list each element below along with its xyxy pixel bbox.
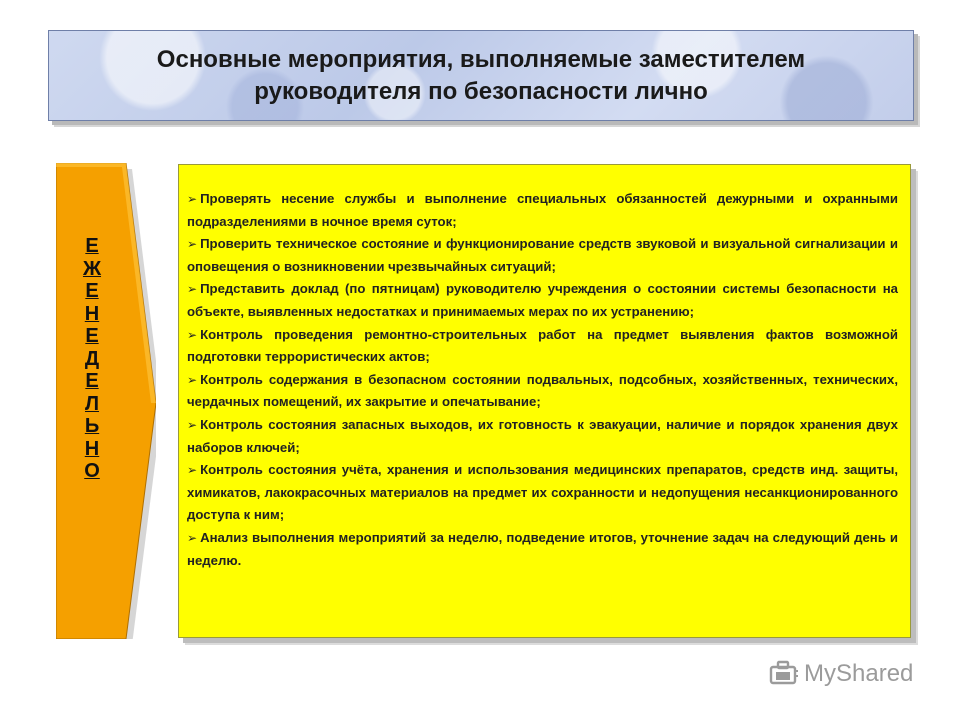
list-item [187, 188, 898, 233]
arrow-bullet-icon: ➢ [187, 237, 198, 252]
side-letter: Е [85, 370, 99, 392]
list-item [187, 414, 898, 459]
list-item-text: Контроль состояния учёта, хранения и использования медицинских препаратов, средств инд. защиты, химикатов, лакокрасочных материалов на предмет их сохранности и недопущения несанкционированного доступа к ним; [187, 462, 898, 523]
list-item [187, 459, 898, 527]
weekly-arrow-label [56, 163, 156, 639]
list-item-text: Проверить техническое состояние и функционирование средств звуковой и визуальной сигнализации и оповещения о возникновении чрезвычайных ситуаций; [187, 236, 898, 274]
arrow-bullet-icon: ➢ [187, 192, 198, 206]
list-item-text: Контроль содержания в безопасном состоянии подвальных, подсобных, хозяйственных, технических, чердачных помещений, их закрытие и опечатывание; [187, 371, 898, 410]
title-box [48, 30, 914, 121]
page-title: Основные мероприятия, выполняемые заместителем руководителя по безопасности лично [156, 45, 806, 105]
list-item [187, 278, 898, 323]
side-letter: Е [85, 235, 99, 257]
list-item [187, 324, 898, 369]
list-item-text: Контроль проведения ремонтно-строительных работ на предмет выявления фактов возможной подготовки террористических актов; [187, 326, 898, 365]
arrow-bullet-icon: ➢ [187, 417, 198, 432]
side-letter: Н [84, 302, 100, 325]
side-letter: Л [84, 392, 100, 415]
list-item [187, 369, 898, 414]
watermark [768, 658, 913, 690]
list-item-text: Анализ выполнения мероприятий за неделю, подведение итогов, уточнение задач на следующий день и неделю. [187, 529, 898, 568]
side-letter: Ь [84, 415, 100, 437]
list-item [187, 527, 898, 572]
myshared-logo-icon [768, 659, 800, 689]
side-letter: О [84, 460, 100, 482]
side-letter: Д [84, 347, 100, 370]
list-item-text: Проверять несение службы и выполнение специальных обязанностей дежурными и охранными подразделениями в ночное время суток; [187, 191, 898, 229]
arrow-bullet-icon: ➢ [187, 327, 198, 342]
side-letter: Е [85, 280, 99, 302]
side-letter: Е [85, 325, 99, 347]
list-item-text: Представить доклад (по пятницам) руководителю учреждения о состоянии системы безопасности на объекте, выявленных недостатках и принимаемых мерах по их устранению; [187, 281, 898, 319]
side-letter: Н [84, 437, 100, 460]
arrow-bullet-icon: ➢ [187, 282, 198, 297]
watermark-text: MyShared [804, 660, 914, 687]
list-item [187, 233, 898, 278]
side-letters [56, 235, 128, 483]
arrow-bullet-icon: ➢ [187, 372, 198, 387]
list-item-text: Контроль состояния запасных выходов, их готовность к эвакуации, наличие и порядок хранения двух наборов ключей; [187, 416, 898, 455]
arrow-bullet-icon: ➢ [187, 463, 198, 478]
duties-list [178, 164, 911, 638]
arrow-bullet-icon: ➢ [187, 530, 198, 545]
side-letter: Ж [82, 257, 102, 280]
